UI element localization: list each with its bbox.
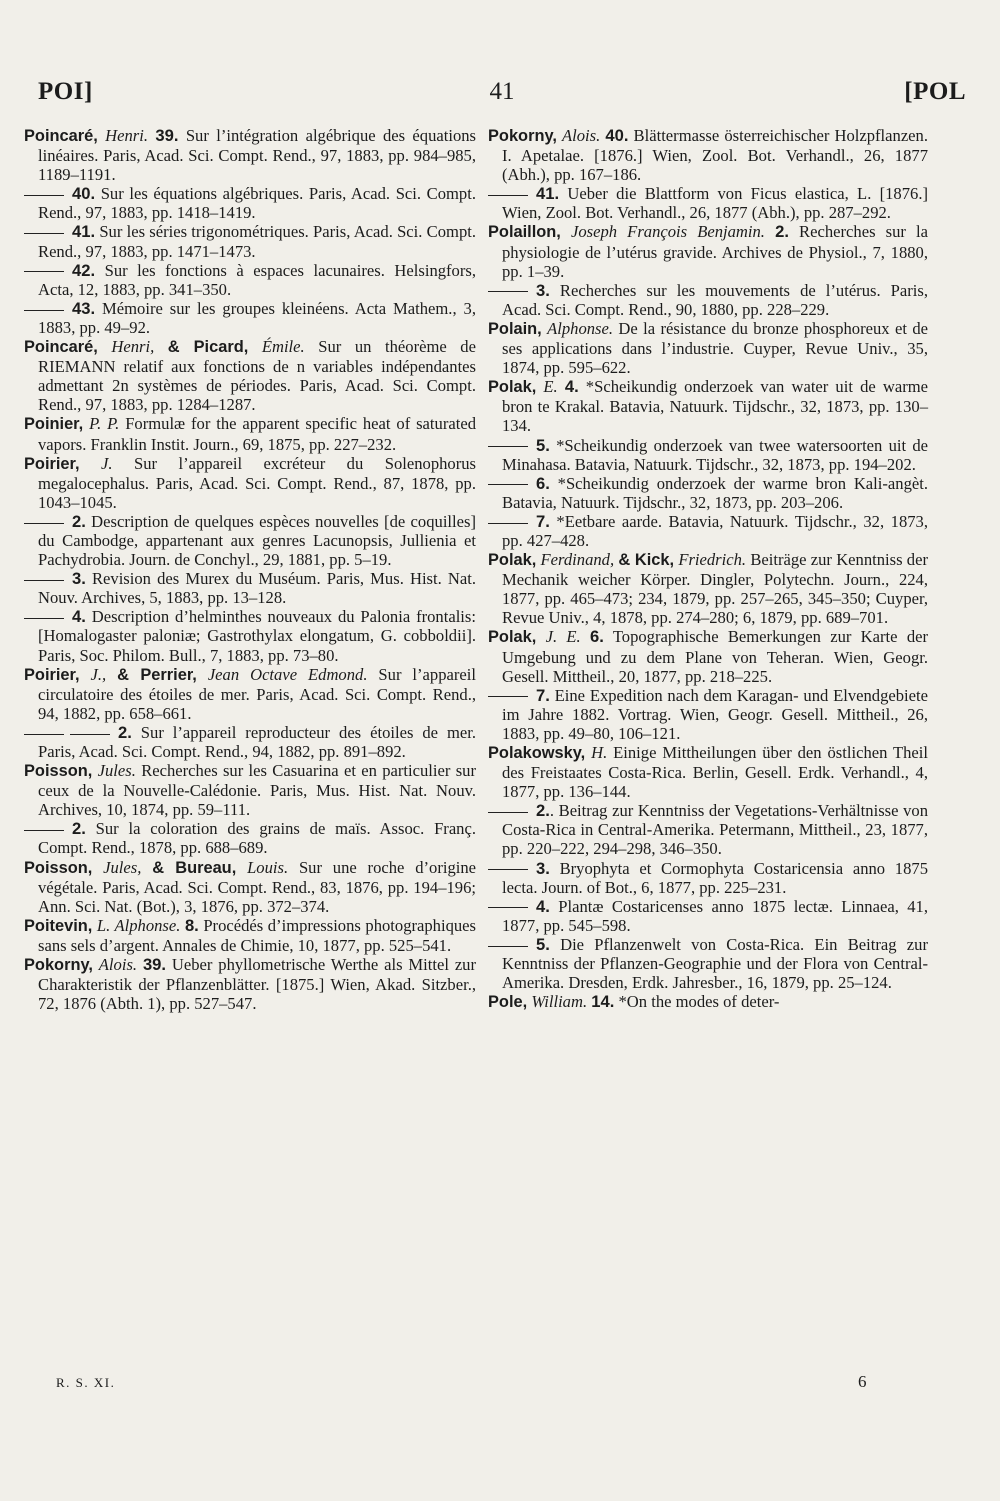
- entry-text: *Scheikundig onderzoek van twee watersoorten uit de Minahasa. Batavia, Natuurk. Tijdschr., 32, 1873, pp. 194–202.: [502, 435, 928, 474]
- author-surname: Polaillon,: [488, 223, 561, 242]
- entry-number: 39.: [142, 955, 167, 975]
- entry-text: Recherches sur la physiologie de l’utérus gravide. Archives de Physiol., 7, 1880, pp. 1–39.: [502, 222, 929, 281]
- entry-text: Procédés d’impressions photographiques sans sels d’argent. Annales de Chimie, 10, 1877, pp. 525–541.: [38, 915, 477, 955]
- bibliography-entry: [488, 126, 928, 184]
- entry-text: Blättermasse österreichischer Holzpflanzen. I. Apetalae. [1876.] Wien, Zool. Bot. Verhandl., 26, 1877 (Abh.), pp. 167–186.: [502, 126, 928, 185]
- entry-number: 40.: [72, 184, 96, 204]
- bibliography-entry: [24, 607, 476, 664]
- bibliography-entry: [488, 474, 928, 512]
- author-surname: Poincaré,: [24, 338, 98, 357]
- bibliography-entry: [488, 512, 928, 550]
- entry-number: 6.: [589, 627, 604, 647]
- entry-number: 41.: [72, 222, 96, 242]
- bibliography-entry: [24, 761, 476, 819]
- signature-mark: R. S. XI.: [56, 1375, 116, 1390]
- entry-text: *Scheikundig onderzoek van water uit de warme bron te Krakal. Batavia, Natuurk. Tijdschr., 32, 1873, pp. 130–134.: [502, 377, 928, 436]
- ditto-rule: [24, 523, 64, 524]
- entry-text: Sur l’appareil excréteur du Solenophorus megalocephalus. Paris, Acad. Sci. Compt. Rend., 87, 1878, pp. 1043–1045.: [38, 453, 476, 512]
- ditto-rule: [70, 734, 110, 735]
- author-given-name: Henri,: [111, 337, 155, 357]
- bibliography-entry: [24, 454, 476, 512]
- entry-number: 5.: [536, 934, 550, 954]
- entry-text: Ueber die Blattform von Ficus elastica, L. [1876.] Wien, Zool. Bot. Verhandl., 26, 1877 (Abh.), pp. 287–292.: [502, 184, 928, 223]
- author-given-name: Alois.: [562, 126, 601, 145]
- entry-text: Bryophyta et Cormophyta Costaricensia anno 1875 lecta. Journ. of Bot., 6, 1877, pp. 225–231.: [502, 858, 928, 897]
- entry-number: 39.: [155, 126, 179, 145]
- entry-number: 41.: [536, 184, 560, 204]
- ditto-rule: [24, 618, 64, 619]
- bibliography-entry: [24, 337, 476, 414]
- ditto-rule: [488, 291, 528, 292]
- author-surname: Polak,: [488, 628, 537, 647]
- ditto-rule: [488, 523, 528, 524]
- bibliography-entry: [24, 126, 476, 184]
- bibliography-entry: [24, 858, 476, 916]
- entry-text: De la résistance du bronze phosphoreux et de ses applications dans l’industrie. Cuyper, Revue Univ., 35, 1874, pp. 595–622.: [502, 318, 928, 378]
- running-header: [38, 78, 966, 112]
- author-given-name: William.: [531, 992, 588, 1012]
- ditto-rule: [488, 812, 528, 813]
- ditto-rule: [24, 310, 64, 311]
- coauthor-given-name: Friedrich.: [678, 550, 747, 570]
- entry-text: Recherches sur les mouvements de l’utérus. Paris, Acad. Sci. Compt. Rend., 90, 1880, pp. 228–229.: [502, 280, 928, 319]
- entry-number: 8.: [184, 915, 199, 935]
- entry-text: Sur l’appareil reproducteur des étoiles de mer. Paris, Acad. Sci. Compt. Rend., 94, 1882, pp. 891–892.: [38, 722, 476, 761]
- entry-text: *Eetbare aarde. Batavia, Natuurk. Tijdschr., 32, 1873, pp. 427–428.: [502, 511, 928, 550]
- bibliography-entry: [24, 184, 476, 222]
- entry-text: Sur l’appareil circulatoire des étoiles de mer. Paris, Acad. Sci. Compt. Rend., 94, 1882, pp. 658–661.: [38, 664, 476, 723]
- author-given-name: J.,: [90, 664, 107, 684]
- entry-text: *On the modes of deter-: [614, 992, 780, 1012]
- bibliography-entry: [488, 550, 928, 627]
- coauthor-surname: & Kick,: [618, 551, 675, 570]
- coauthor-surname: & Picard,: [167, 338, 249, 357]
- author-given-name: Alois.: [98, 955, 138, 975]
- author-given-name: E.: [543, 377, 558, 397]
- author-surname: Poincaré,: [24, 127, 98, 145]
- author-given-name: J. E.: [545, 627, 581, 647]
- ditto-rule: [24, 195, 64, 196]
- entry-text: Sur les équations algébriques. Paris, Acad. Sci. Compt. Rend., 97, 1883, pp. 1418–1419.: [38, 184, 476, 223]
- entry-number: 3.: [72, 569, 86, 589]
- bibliography-entry: [488, 319, 928, 377]
- entry-number: 14.: [591, 992, 615, 1012]
- author-given-name: Joseph François Benjamin.: [570, 222, 765, 242]
- author-given-name: Alphonse.: [547, 318, 614, 338]
- author-surname: Poinier,: [24, 415, 84, 434]
- ditto-rule: [488, 907, 528, 908]
- entry-number: 3.: [536, 858, 550, 878]
- author-surname: Poitevin,: [24, 916, 93, 935]
- author-surname: Pokorny,: [24, 956, 93, 975]
- ditto-rule: [488, 946, 528, 947]
- bibliography-entry: [488, 686, 928, 743]
- entry-text: Sur un théorème de RIEMANN relatif aux fonctions de n variables indépendantes admettant 2n systèmes de périodes. Paris, Acad. Sci. Compt. Rend., 97, 1883, pp. 1284–1287.: [38, 337, 476, 415]
- entry-text: Recherches sur les Casuarina et en particulier sur ceux de la Nouvelle-Calédonie. Paris, Mus. Hist. Nat. Nouv. Archives, 10, 1874, pp. 59–111.: [38, 761, 476, 820]
- entry-text: *Scheikundig onderzoek der warme bron Kali-angèt. Batavia, Natuurk. Tijdschr., 32, 1873, pp. 203–206.: [502, 473, 928, 512]
- entry-text: Description de quelques espèces nouvelles [de coquilles] du Cambodge, appartenant aux genres Lacunopsis, Jullienia et Pachydrobia. Journ. de Conchyl., 29, 1881, pp. 5–19.: [38, 511, 476, 570]
- right-column: [488, 126, 928, 1012]
- bibliography-entry: [488, 935, 928, 992]
- bibliography-entry: [488, 801, 928, 858]
- author-given-name: Jules,: [103, 857, 142, 877]
- ditto-rule: [488, 869, 528, 870]
- ditto-rule: [24, 830, 64, 831]
- sheet-number: 6: [858, 1372, 867, 1391]
- coauthor-given-name: Émile.: [261, 337, 305, 357]
- bibliography-entry: [24, 569, 476, 607]
- entry-text: . Beitrag zur Kenntniss der Vegetations-Verhältnisse von Costa-Rica in Central-Amerika. Petermann, Mittheil., 23, 1877, pp. 220–222, 294–298, 346–350.: [502, 801, 928, 859]
- author-given-name: J.: [101, 453, 113, 473]
- entry-number: 2.: [775, 222, 789, 242]
- entry-number: 4.: [72, 607, 86, 627]
- author-surname: Polak,: [488, 378, 537, 397]
- entry-text: Eine Expedition nach dem Karagan- und Elvendgebiete im Jahre 1882. Vortrag. Wien, Geogr. Gesell. Mittheil., 26, 1883, pp. 49–80, 106–121.: [502, 685, 928, 743]
- author-given-name: Ferdinand,: [540, 550, 615, 570]
- author-given-name: Henri.: [105, 126, 149, 145]
- entry-text: Sur l’intégration algébrique des équations linéaires. Paris, Acad. Sci. Compt. Rend., 97, 1883, pp. 984–985, 1189–1191.: [38, 126, 477, 185]
- bibliography-entry: [488, 436, 928, 474]
- entry-text: Sur les fonctions à espaces lacunaires. Helsingfors, Acta, 12, 1883, pp. 341–350.: [38, 260, 476, 299]
- entry-text: Sur une roche d’origine végétale. Paris, Acad. Sci. Compt. Rend., 83, 1876, pp. 194–196; Ann. Sci. Nat. (Bot.), 3, 1876, pp. 372–374.: [38, 857, 477, 916]
- author-surname: Poisson,: [24, 762, 93, 781]
- entry-number: 3.: [536, 280, 550, 300]
- entry-number: 7.: [536, 511, 550, 531]
- bibliography-entry: [24, 222, 476, 260]
- ditto-rule: [24, 580, 64, 581]
- author-surname: Polakowsky,: [488, 744, 586, 762]
- entry-number: 2.: [118, 722, 132, 742]
- bibliography-entry: [488, 281, 928, 319]
- ditto-rule: [24, 734, 64, 735]
- ditto-rule: [24, 271, 64, 272]
- page-number: 41: [489, 78, 515, 105]
- coauthor-surname: & Perrier,: [117, 665, 197, 684]
- author-given-name: Jules.: [97, 761, 136, 781]
- bibliography-entry: [24, 414, 476, 453]
- entry-number: 4.: [536, 896, 550, 916]
- bibliography-entry: [488, 377, 928, 435]
- coauthor-surname: & Bureau,: [152, 858, 237, 877]
- bibliography-entry: [488, 897, 928, 935]
- entry-number: 5.: [536, 435, 550, 455]
- bibliography-entry: [24, 299, 476, 337]
- entry-text: Sur la coloration des grains de maïs. Assoc. Franç. Compt. Rend., 1878, pp. 688–689.: [38, 819, 476, 858]
- ditto-rule: [488, 195, 528, 196]
- entry-number: 6.: [536, 473, 550, 493]
- bibliography-entry: [488, 627, 928, 685]
- entry-number: 43.: [72, 298, 96, 318]
- entry-number: 4.: [564, 377, 579, 397]
- header-right-guide: [POL: [904, 78, 966, 105]
- entry-text: Die Pflanzenwelt von Costa-Rica. Ein Beitrag zur Kenntniss der Pflanzen-Geographie und der Flora von Central-Amerika. Dresden, Erdk. Jahresber., 16, 1879, pp. 25–124.: [502, 934, 928, 993]
- entry-text: Topographische Bemerkungen zur Karte der Umgebung und zu dem Plane von Teheran. Wien, Geogr. Gesell. Mittheil., 20, 1877, pp. 218–225.: [502, 627, 929, 686]
- author-surname: Polak,: [488, 551, 537, 570]
- header-left-guide: POI]: [38, 78, 93, 105]
- author-given-name: P. P.: [89, 414, 120, 434]
- bibliography-entry: [488, 992, 928, 1012]
- bibliography-entry: [488, 743, 928, 801]
- entry-text: Beiträge zur Kenntniss der Mechanik weicher Körper. Dingler, Polytechn. Journ., 224, 1877, pp. 465–473; 234, 1879, pp. 257–265, 345–350; Cuyper, Revue Univ., 4, 1878, pp. 274–280; 6, 1879, pp. 689–701.: [502, 550, 928, 628]
- entry-text: Einige Mittheilungen über den östlichen Theil des Freistaates Costa-Rica. Berlin, Gesell. Erdk. Verhandl., 4, 1877, pp. 136–144.: [502, 743, 929, 802]
- bibliography-entry: [24, 723, 476, 761]
- entry-text: Description d’helminthes nouveaux du Palonia frontalis: [Homalogaster paloniæ; Gastrothylax elongatum, G. cobboldii]. Paris, Soc. Philom. Bull., 7, 1883, pp. 73–80.: [38, 607, 476, 665]
- bibliography-entry: [24, 512, 476, 569]
- ditto-rule: [24, 233, 64, 234]
- entry-text: Revision des Murex du Muséum. Paris, Mus. Hist. Nat. Nouv. Archives, 5, 1883, pp. 13–128.: [38, 569, 476, 608]
- author-surname: Pokorny,: [488, 127, 557, 145]
- author-surname: Poisson,: [24, 858, 93, 877]
- entry-number: 42.: [72, 260, 96, 280]
- bibliography-entry: [24, 665, 476, 723]
- author-surname: Pole,: [488, 993, 528, 1012]
- entry-number: 2.: [72, 819, 86, 839]
- bibliography-entry: [24, 819, 476, 857]
- coauthor-given-name: Louis.: [247, 857, 289, 877]
- entry-text: Mémoire sur les groupes kleinéens. Acta Mathem., 3, 1883, pp. 49–92.: [38, 298, 476, 337]
- entry-text: Sur les séries trigonométriques. Paris, Acad. Sci. Compt. Rend., 97, 1883, pp. 1471–1473.: [38, 222, 476, 261]
- bibliography-entry: [24, 261, 476, 299]
- coauthor-given-name: Jean Octave Edmond.: [207, 664, 368, 684]
- author-surname: Poirier,: [24, 454, 80, 473]
- bibliography-entry: [488, 222, 928, 280]
- author-given-name: H.: [591, 743, 608, 762]
- left-column: [24, 126, 476, 1013]
- author-given-name: L. Alphonse.: [96, 915, 181, 935]
- bibliography-entry: [488, 184, 928, 222]
- entry-text: Ueber phyllometrische Werthe als Mittel zur Charakteristik der Pflanzenblätter. [1875.] Wien, Akad. Sitzber., 72, 1876 (Abth. 1), pp. 527–547.: [38, 955, 477, 1014]
- entry-number: 7.: [536, 685, 550, 705]
- entry-number: 40.: [605, 126, 629, 145]
- entry-number: 2.: [72, 511, 86, 531]
- ditto-rule: [488, 696, 528, 697]
- bibliography-entry: [24, 955, 476, 1013]
- author-surname: Poirier,: [24, 665, 80, 684]
- ditto-rule: [488, 484, 528, 485]
- bibliography-entry: [488, 859, 928, 897]
- bibliography-entry: [24, 916, 476, 955]
- entry-text: Formulæ for the apparent specific heat of saturated vapors. Franklin Instit. Journ., 69, 1875, pp. 227–232.: [38, 414, 476, 454]
- ditto-rule: [488, 446, 528, 447]
- entry-number: 2.: [536, 801, 550, 821]
- entry-text: Plantæ Costaricenses anno 1875 lectæ. Linnaea, 41, 1877, pp. 545–598.: [502, 896, 928, 935]
- author-surname: Polain,: [488, 319, 542, 338]
